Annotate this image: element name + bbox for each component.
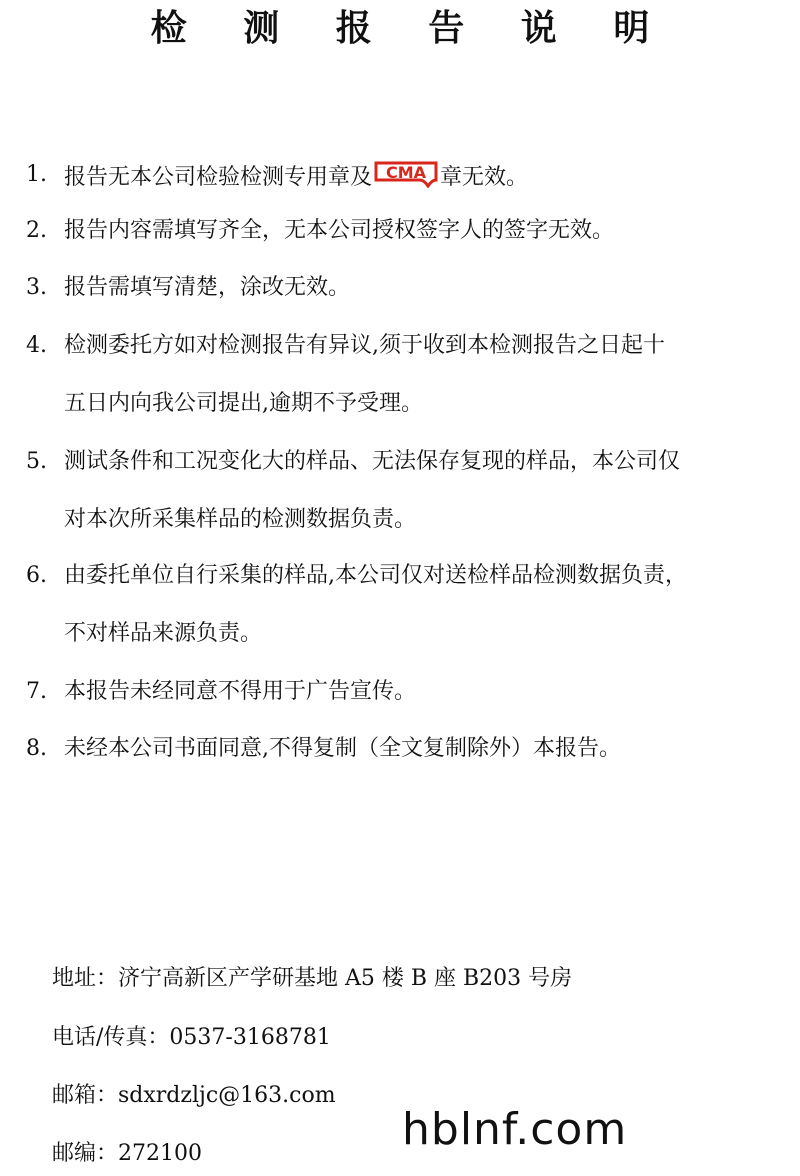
rule-number: 1. [26,162,47,187]
watermark: hblnf.com [402,1104,628,1155]
rule-text: 报告需填写清楚，涂改无效。 [64,275,351,300]
rule-text-line-2: 五日内向我公司提出,逾期不予受理。 [64,391,423,416]
rule-text-after-mark: 章无效。 [440,165,529,190]
rule-text: 未经本公司书面同意,不得复制（全文复制除外）本报告。 [64,736,621,761]
rule-number: 2. [26,218,47,243]
rule-text: 本报告未经同意不得用于广告宣传。 [64,679,417,704]
cma-logo-icon [374,160,438,188]
cma-logo-text: CMA [385,163,427,182]
rule-text-line-1: 检测委托方如对检测报告有异议,须于收到本检测报告之日起十 [64,333,665,358]
contact-postcode: 邮编：272100 [52,1141,202,1166]
contact-phone: 电话/传真：0537-3168781 [52,1025,331,1050]
rule-number: 4. [26,333,47,358]
contact-address: 地址：济宁高新区产学研基地 A5 楼 B 座 B203 号房 [52,966,573,991]
rule-number: 7. [26,679,47,704]
rule-text-line-1: 由委托单位自行采集的样品,本公司仅对送检样品检测数据负责， [64,563,687,588]
page-title: 检 测 报 告 说 明 [150,8,672,49]
rule-text-line-2: 不对样品来源负责。 [64,621,263,646]
rule-text: 报告内容需填写齐全，无本公司授权签字人的签字无效。 [64,218,615,243]
rule-number: 8. [26,736,47,761]
rule-text-line-1: 测试条件和工况变化大的样品、无法保存复现的样品，本公司仅 [64,449,681,474]
contact-email: 邮箱：sdxrdzljc@163.com [52,1083,336,1108]
rule-text-before-mark: 报告无本公司检验检测专用章及 [64,165,373,190]
rule-text-line-2: 对本次所采集样品的检测数据负责。 [64,507,417,532]
rule-text [64,160,528,193]
rule-number: 6. [26,563,47,588]
rule-number: 5. [26,449,47,474]
rule-number: 3. [26,275,47,300]
